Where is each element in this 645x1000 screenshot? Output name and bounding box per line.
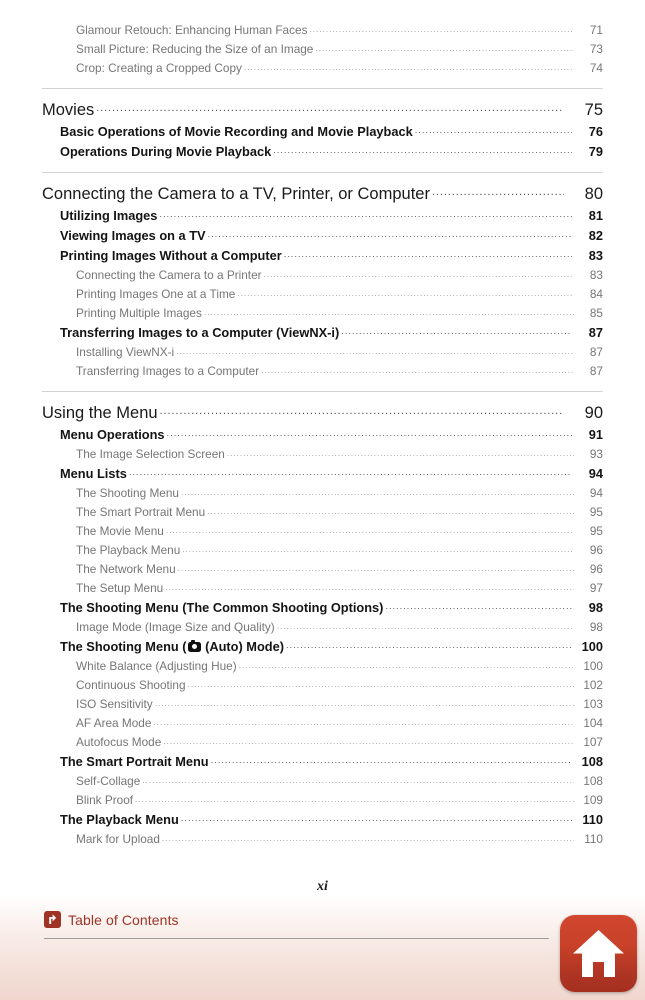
toc-entry-page-number: 81 [588, 207, 603, 223]
toc-entry-label: Printing Images One at a Time [76, 286, 236, 301]
toc-entry-level-2[interactable] [60, 207, 603, 227]
toc-entry-page-number: 82 [588, 227, 603, 243]
toc-entry-page-number: 73 [589, 41, 603, 56]
toc-entry-level-3[interactable] [76, 696, 603, 715]
toc-entry-label: The Shooting Menu (The Common Shooting Options) [60, 599, 384, 615]
toc-leader-dots [166, 523, 574, 535]
toc-entry-label: Crop: Creating a Cropped Copy [76, 60, 242, 75]
toc-leader-dots [204, 305, 574, 317]
toc-entry-label: The Smart Portrait Menu [60, 753, 209, 769]
toc-leader-dots [188, 677, 574, 689]
toc-entry-level-3[interactable] [76, 60, 603, 79]
toc-entry-page-number: 108 [581, 753, 603, 769]
toc-entry-level-3[interactable] [76, 580, 603, 599]
toc-entry-level-3[interactable] [76, 658, 603, 677]
toc-entry-page-number: 102 [583, 677, 603, 692]
toc-leader-dots [286, 638, 572, 651]
toc-entry-page-number: 75 [584, 100, 603, 119]
toc-leader-dots [165, 580, 574, 592]
toc-entry-page-number: 96 [589, 542, 603, 557]
toc-leader-dots [96, 98, 564, 115]
toc-entry-level-3[interactable] [76, 542, 603, 561]
toc-entry-level-3[interactable] [76, 305, 603, 324]
toc-entry-label: Transferring Images to a Computer (ViewNX-i) [60, 324, 340, 340]
toc-entry-level-3[interactable] [76, 792, 603, 811]
toc-entry-level-1[interactable] [42, 98, 603, 123]
toc-entry-label: The Playback Menu [76, 542, 181, 557]
toc-entry-page-number: 83 [589, 267, 603, 282]
toc-entry-level-2[interactable] [60, 123, 603, 143]
toc-entry-page-number: 94 [588, 465, 603, 481]
toc-entry-page-number: 109 [583, 792, 603, 807]
toc-entry-page-number: 100 [583, 658, 603, 673]
toc-entry-level-3[interactable] [76, 734, 603, 753]
toc-entry-level-2[interactable] [60, 599, 603, 619]
toc-leader-dots [160, 401, 564, 418]
toc-leader-dots [182, 542, 574, 554]
toc-entry-label: Using the Menu [42, 403, 158, 422]
toc-leader-dots [309, 22, 574, 34]
toc-entry-label: Printing Multiple Images [76, 305, 202, 320]
toc-leader-dots [208, 227, 572, 240]
toc-entry-level-2[interactable] [60, 426, 603, 446]
toc-leader-dots [159, 207, 572, 220]
toc-entry-page-number: 107 [583, 734, 603, 749]
camera-auto-mode-icon [188, 642, 201, 652]
toc-entry-label: The Image Selection Screen [76, 446, 225, 461]
toc-entry-page-number: 79 [588, 143, 603, 159]
toc-entry-label-suffix: (Auto) Mode) [201, 638, 284, 654]
table-of-contents-link-label: Table of Contents [68, 911, 179, 928]
toc-leader-dots [155, 696, 574, 708]
toc-entry-level-3[interactable] [76, 715, 603, 734]
toc-leader-dots [167, 426, 572, 439]
toc-entry-level-2[interactable] [60, 227, 603, 247]
toc-entry-label: The Playback Menu [60, 811, 179, 827]
toc-leader-dots [135, 792, 574, 804]
toc-entry-level-3[interactable] [76, 773, 603, 792]
toc-entry-level-3[interactable] [76, 22, 603, 41]
page-footer [0, 896, 645, 1000]
toc-entry-level-1[interactable] [42, 401, 603, 426]
toc-entry-page-number: 93 [589, 446, 603, 461]
toc-entry-page-number: 71 [589, 22, 603, 37]
toc-entry-level-3[interactable] [76, 344, 603, 363]
toc-entry-label: Operations During Movie Playback [60, 143, 272, 159]
toc-entry-page-number: 110 [582, 811, 603, 827]
toc-entry-label: The Movie Menu [76, 523, 164, 538]
toc-entry-label: Small Picture: Reducing the Size of an Image [76, 41, 314, 56]
toc-entry-level-3[interactable] [76, 504, 603, 523]
table-of-contents-list [0, 22, 645, 850]
toc-entry-label: Utilizing Images [60, 207, 158, 223]
toc-entry-page-number: 100 [581, 638, 603, 654]
page-folio: xi [317, 879, 328, 894]
toc-entry-page-number: 95 [589, 523, 603, 538]
toc-leader-dots [261, 363, 574, 375]
toc-leader-dots [284, 247, 572, 260]
toc-entry-level-3[interactable] [76, 561, 603, 580]
toc-leader-dots [211, 753, 572, 766]
toc-entry-label: AF Area Mode [76, 715, 152, 730]
toc-leader-dots [315, 41, 574, 53]
toc-entry-level-3[interactable] [76, 485, 603, 504]
toc-entry-level-3[interactable] [76, 831, 603, 850]
toc-entry-label: Transferring Images to a Computer [76, 363, 260, 378]
section-divider [42, 88, 603, 89]
toc-entry-level-2[interactable] [60, 753, 603, 773]
toc-leader-dots [432, 182, 564, 199]
toc-entry-label: The Shooting Menu ( (Auto) Mode) [60, 638, 284, 654]
toc-group [0, 401, 645, 850]
toc-leader-dots [415, 123, 572, 136]
toc-entry-level-3[interactable] [76, 446, 603, 465]
toc-entry-label: Connecting the Camera to a Printer [76, 267, 262, 282]
toc-leader-dots [207, 504, 574, 516]
toc-entry-level-2[interactable] [60, 638, 603, 658]
home-button[interactable] [560, 915, 637, 992]
toc-entry-page-number: 95 [589, 504, 603, 519]
toc-entry-label: Blink Proof [76, 792, 134, 807]
toc-entry-level-3[interactable] [76, 286, 603, 305]
toc-entry-page-number: 98 [589, 619, 603, 634]
toc-leader-dots [341, 324, 572, 337]
toc-entry-level-1[interactable] [42, 182, 603, 207]
toc-entry-page-number: 103 [583, 696, 603, 711]
toc-leader-dots [244, 60, 574, 72]
toc-entry-label: Connecting the Camera to a TV, Printer, or Computer [42, 184, 430, 203]
toc-entry-level-3[interactable] [76, 619, 603, 638]
toc-group [0, 182, 645, 382]
toc-entry-level-2[interactable] [60, 465, 603, 485]
toc-entry-level-3[interactable] [76, 267, 603, 286]
toc-entry-page-number: 80 [584, 184, 603, 203]
toc-leader-dots [273, 143, 572, 156]
toc-entry-page-number: 110 [584, 831, 603, 846]
toc-entry-label: The Network Menu [76, 561, 176, 576]
toc-group [0, 98, 645, 163]
back-arrow-icon [44, 911, 61, 928]
toc-entry-page-number: 98 [588, 599, 603, 615]
toc-entry-page-number: 90 [584, 403, 603, 422]
toc-leader-dots [162, 831, 574, 843]
toc-leader-dots [181, 811, 572, 824]
section-divider [42, 172, 603, 173]
toc-entry-label: Movies [42, 100, 95, 119]
toc-entry-label: Self-Collage [76, 773, 141, 788]
toc-entry-level-3[interactable] [76, 677, 603, 696]
toc-leader-dots [178, 561, 574, 573]
toc-leader-dots [239, 658, 574, 670]
toc-entry-page-number: 94 [589, 485, 603, 500]
toc-entry-level-3[interactable] [76, 363, 603, 382]
toc-entry-page-number: 83 [588, 247, 603, 263]
table-of-contents-link[interactable] [44, 911, 179, 928]
toc-entry-label: The Setup Menu [76, 580, 164, 595]
toc-entry-page-number: 96 [589, 561, 603, 576]
toc-entry-page-number: 87 [588, 324, 603, 340]
toc-entry-label: ISO Sensitivity [76, 696, 153, 711]
toc-entry-label: Menu Operations [60, 426, 165, 442]
toc-entry-label: Printing Images Without a Computer [60, 247, 282, 263]
toc-entry-level-2[interactable] [60, 143, 603, 163]
toc-entry-page-number: 91 [588, 426, 603, 442]
toc-entry-label: Glamour Retouch: Enhancing Human Faces [76, 22, 308, 37]
toc-entry-page-number: 87 [589, 344, 603, 359]
toc-entry-label: Basic Operations of Movie Recording and Movie Playback [60, 123, 413, 139]
section-divider [42, 391, 603, 392]
toc-entry-page-number: 85 [589, 305, 603, 320]
toc-leader-dots [176, 344, 574, 356]
toc-entry-page-number: 104 [583, 715, 603, 730]
toc-leader-dots [129, 465, 572, 478]
toc-entry-page-number: 97 [589, 580, 603, 595]
toc-entry-page-number: 74 [589, 60, 603, 75]
toc-entry-page-number: 108 [583, 773, 603, 788]
toc-entry-label: Viewing Images on a TV [60, 227, 206, 243]
toc-entry-page-number: 87 [589, 363, 603, 378]
toc-entry-label: The Smart Portrait Menu [76, 504, 206, 519]
toc-leader-dots [142, 773, 574, 785]
toc-entry-label: Installing ViewNX-i [76, 344, 175, 359]
toc-entry-label: Menu Lists [60, 465, 127, 481]
toc-group [0, 22, 645, 79]
toc-entry-label: Continuous Shooting [76, 677, 186, 692]
toc-leader-dots [227, 446, 574, 458]
toc-leader-dots [277, 619, 574, 631]
toc-entry-level-2[interactable] [60, 811, 603, 831]
toc-entry-page-number: 84 [589, 286, 603, 301]
toc-leader-dots [153, 715, 574, 727]
toc-entry-level-2[interactable] [60, 247, 603, 267]
toc-leader-dots [385, 599, 572, 612]
toc-entry-label: The Shooting Menu [76, 485, 179, 500]
toc-leader-dots [237, 286, 574, 298]
toc-entry-level-3[interactable] [76, 523, 603, 542]
toc-leader-dots [264, 267, 574, 279]
toc-entry-level-2[interactable] [60, 324, 603, 344]
footer-divider [44, 938, 549, 939]
home-icon [572, 928, 625, 979]
toc-leader-dots [163, 734, 574, 746]
toc-entry-label: Mark for Upload [76, 831, 160, 846]
toc-entry-page-number: 76 [588, 123, 603, 139]
toc-entry-label: Image Mode (Image Size and Quality) [76, 619, 275, 634]
toc-entry-level-3[interactable] [76, 41, 603, 60]
toc-entry-label: Autofocus Mode [76, 734, 162, 749]
toc-leader-dots [181, 485, 574, 497]
toc-entry-label: White Balance (Adjusting Hue) [76, 658, 237, 673]
